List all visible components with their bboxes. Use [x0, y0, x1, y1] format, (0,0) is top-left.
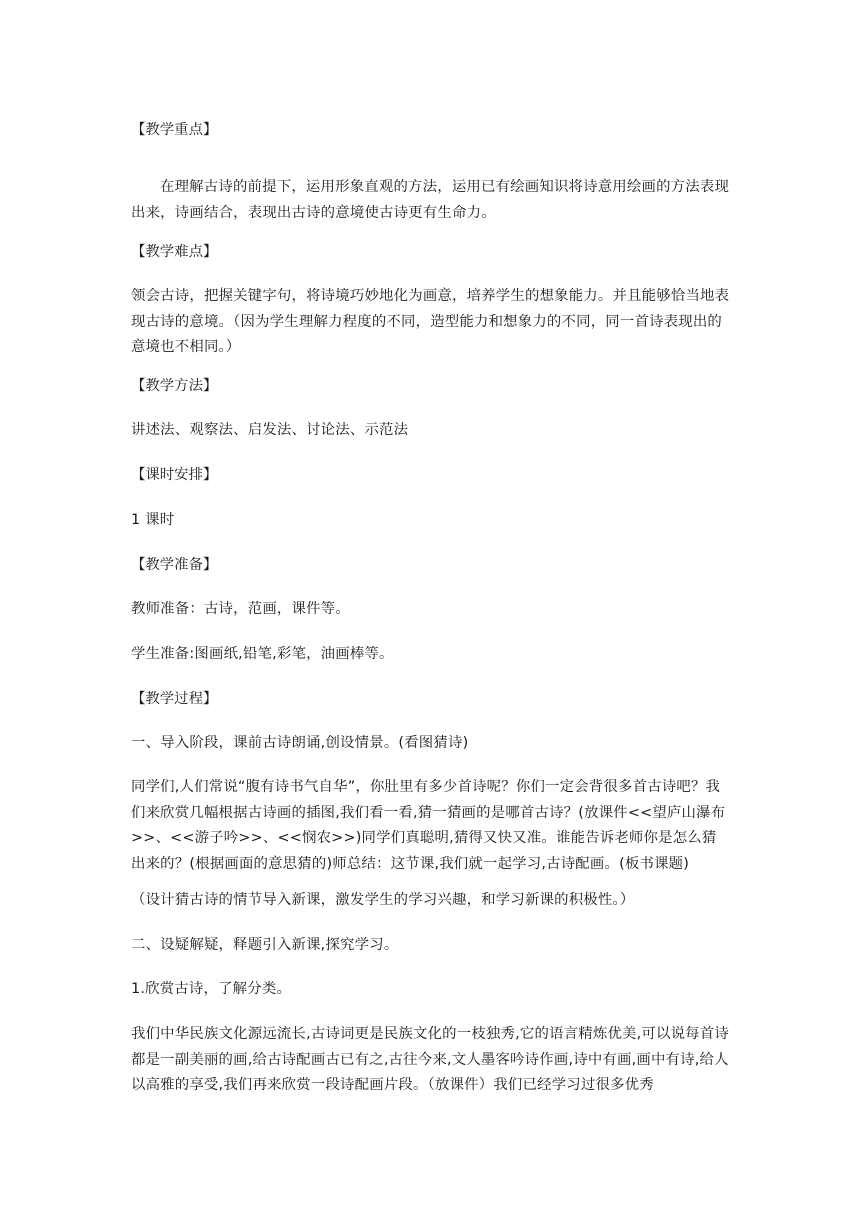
methods-paragraph: 讲述法、观察法、启发法、讨论法、示范法 [131, 422, 409, 438]
process-intro-paragraph: 同学们,人们常说“腹有诗书气自华”，你肚里有多少首诗呢？你们一定会背很多首古诗吧？我们来欣赏几幅根据古诗画的插图,我们看一看,猜一猜画的是哪首古诗？(放课件<<望庐山瀑布>>、<<游子吟>>、<<悯农>>)同学们真聪明,猜得又快又准。谁能告诉老师你是怎么猜出来的？(根据画面的意思猜的)师总结：这节课,我们就一起学习,古诗配画。(板书课题) [131, 779, 726, 872]
process-step-two-title: 二、设疑解疑，释题引入新课,探究学习。 [131, 937, 399, 953]
section-heading-schedule: 【课时安排】 [131, 467, 218, 483]
process-substep-title: 1.欣赏古诗，了解分类。 [131, 981, 292, 997]
teacher-preparation-paragraph: 教师准备：古诗，范画，课件等。 [131, 601, 350, 617]
student-preparation-paragraph: 学生准备:图画纸,铅笔,彩笔，油画棒等。 [131, 646, 394, 662]
difficulties-paragraph: 领会古诗，把握关键字句，将诗境巧妙地化为画意，培养学生的想象能力。并且能够恰当地表现古诗的意境。（因为学生理解力程度的不同，造型能力和想象力的不同，同一首诗表现出的意境也不相同。） [131, 288, 730, 355]
process-step-one-title: 一、导入阶段，课前古诗朗诵,创设情景。(看图猜诗) [131, 735, 469, 751]
section-heading-difficulties: 【教学难点】 [131, 244, 218, 260]
key-points-paragraph: 在理解古诗的前提下，运用形象直观的方法，运用已有绘画知识将诗意用绘画的方法表现出来，诗画结合，表现出古诗的意境使古诗更有生命力。 [131, 179, 730, 221]
section-heading-process: 【教学过程】 [131, 691, 218, 707]
section-heading-key-points: 【教学重点】 [131, 122, 218, 138]
section-heading-methods: 【教学方法】 [131, 378, 218, 394]
process-design-note: （设计猜古诗的情节导入新课，激发学生的学习兴趣，和学习新课的积极性。） [131, 892, 635, 908]
schedule-paragraph: 1 课时 [131, 512, 175, 528]
process-appreciation-paragraph: 我们中华民族文化源远流长,古诗词更是民族文化的一枝独秀,它的语言精炼优美,可以说每首诗都是一副美丽的画,给古诗配画古已有之,古往今来,文人墨客吟诗作画,诗中有画,画中有诗,给人以高雅的享受,我们再来欣赏一段诗配画片段。（放课件）我们已经学习过很多优秀 [131, 1026, 729, 1093]
section-heading-preparation: 【教学准备】 [131, 557, 218, 573]
